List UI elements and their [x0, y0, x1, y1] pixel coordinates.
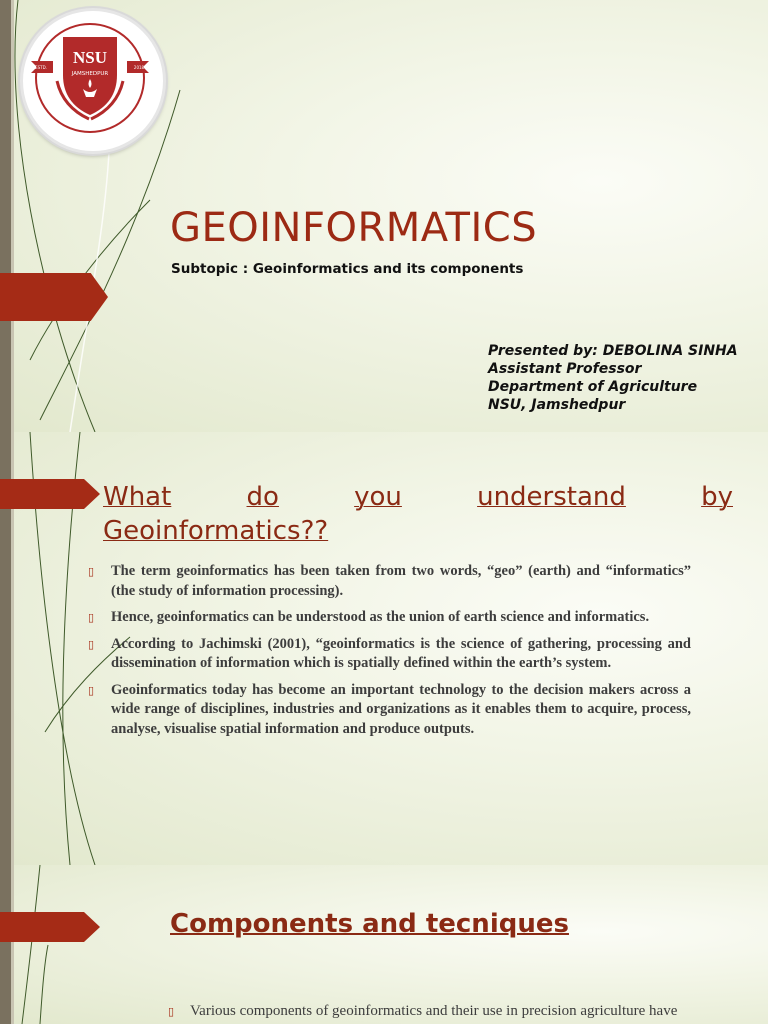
slide-heading: Components and tecniques: [170, 909, 569, 939]
heading-word: you: [354, 482, 402, 512]
decorative-curves: [0, 865, 768, 1024]
bullet-icon: ▯: [88, 611, 95, 624]
presenter-department: Department of Agriculture: [488, 379, 698, 395]
bullet-text: According to Jachimski (2001), “geoinformatics is the science of gathering, processing and dissemination of information which is spatially defined within the earth’s system.: [111, 635, 691, 671]
list-item: [88, 562, 691, 601]
bullet-icon: ▯: [88, 683, 95, 697]
logo-subtext: JAMSHEDPUR: [71, 71, 109, 77]
slide-subtitle: Subtopic : Geoinformatics and its components: [171, 261, 524, 277]
bullet-text: Geoinformatics today has become an important technology to the decision makers across a wide range of disciplines, industries and organizations as it enables them to acquire, process, analyse, visualise spatial information and produce outputs.: [111, 681, 691, 737]
list-item: [88, 608, 691, 628]
slide-title: GEOINFORMATICS: [170, 205, 538, 251]
heading-word: What: [103, 482, 172, 512]
bullet-list: [88, 562, 691, 746]
heading-word: understand: [477, 482, 626, 512]
definition-slide: [0, 432, 768, 865]
nsu-logo: [20, 8, 166, 154]
bullet-text: The term geoinformatics has been taken from two words, “geo” (earth) and “informatics” (the study of information processing).: [111, 563, 691, 599]
bullet-icon: ▯: [88, 565, 95, 578]
heading-line-1: [103, 480, 733, 514]
accent-arrow-tab: [0, 479, 100, 509]
presenter-designation: Assistant Professor: [488, 361, 642, 377]
heading-word: do: [246, 482, 279, 512]
logo-estd-left: ESTD.: [35, 65, 47, 70]
logo-estd-right: 2018: [133, 65, 145, 70]
accent-arrow-tab: [0, 273, 108, 321]
logo-text: NSU: [72, 48, 108, 67]
heading-line-2: Geoinformatics??: [103, 516, 329, 546]
heading-word: by: [701, 482, 733, 512]
presenter-block: [488, 342, 738, 414]
presenter-name: Presented by: DEBOLINA SINHA: [488, 343, 738, 359]
slide-heading: [103, 480, 733, 548]
accent-arrow-tab: [0, 912, 100, 942]
list-item: [168, 1003, 728, 1020]
components-slide: [0, 865, 768, 1024]
list-item: [88, 635, 691, 674]
bullet-icon: ▯: [88, 637, 95, 651]
title-slide: [0, 0, 768, 432]
bullet-text: Hence, geoinformatics can be understood as the union of earth science and informatics.: [111, 609, 650, 625]
presenter-institution: NSU, Jamshedpur: [488, 397, 626, 413]
bullet-icon: ▯: [168, 1005, 175, 1018]
bullet-text: Various components of geoinformatics and their use in precision agriculture have: [190, 1003, 678, 1019]
list-item: [88, 681, 691, 740]
